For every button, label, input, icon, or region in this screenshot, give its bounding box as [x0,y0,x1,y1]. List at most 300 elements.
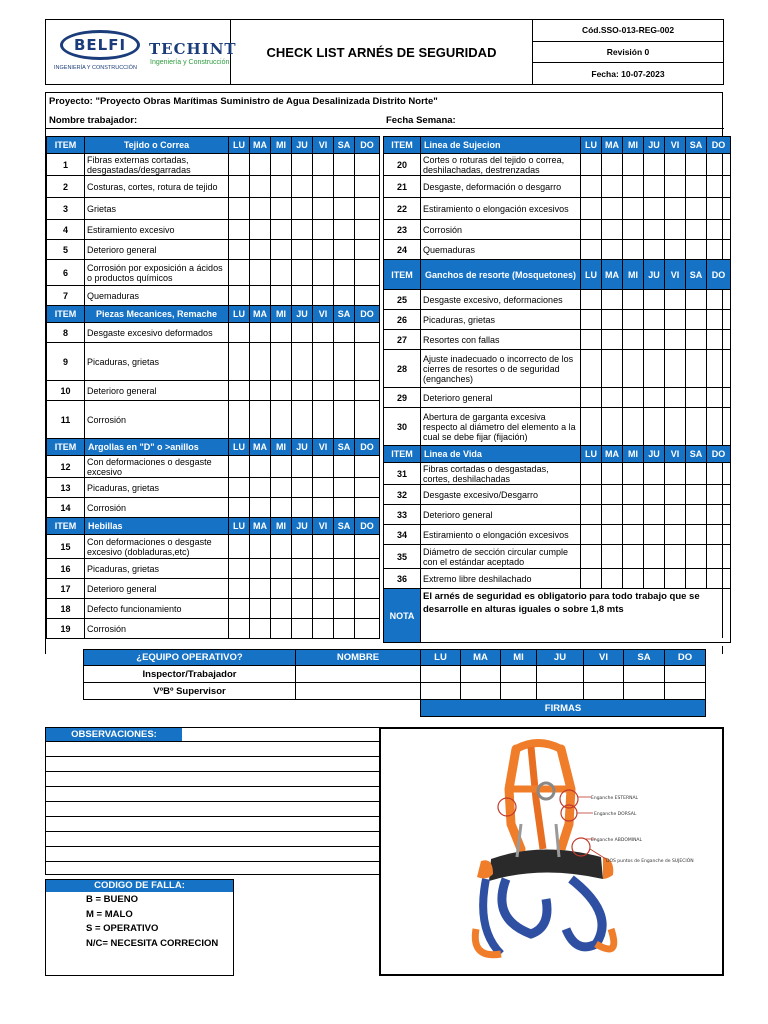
day-check-cell[interactable] [686,220,707,240]
day-check-cell[interactable] [623,198,644,220]
day-check-cell[interactable] [644,350,665,388]
day-check-cell[interactable] [686,240,707,260]
day-check-cell[interactable] [250,154,271,176]
day-check-cell[interactable] [292,559,313,579]
observaciones-area[interactable] [45,727,380,875]
day-check-cell[interactable] [292,154,313,176]
day-check-cell[interactable] [271,240,292,260]
day-check-cell[interactable] [313,176,334,198]
check-cell[interactable] [584,683,624,700]
day-check-cell[interactable] [707,545,731,569]
day-check-cell[interactable] [313,535,334,559]
day-check-cell[interactable] [313,260,334,286]
day-check-cell[interactable] [581,240,602,260]
day-check-cell[interactable] [313,323,334,343]
day-check-cell[interactable] [334,286,355,306]
day-check-cell[interactable] [623,220,644,240]
day-check-cell[interactable] [686,350,707,388]
day-check-cell[interactable] [707,220,731,240]
checklist-row [384,198,731,220]
day-check-cell[interactable] [665,330,686,350]
day-check-cell[interactable] [707,485,731,505]
day-check-cell[interactable] [644,569,665,589]
day-check-cell[interactable] [602,176,623,198]
day-header: DO [355,518,380,535]
day-check-cell[interactable] [686,154,707,176]
check-cell[interactable] [461,666,501,683]
day-check-cell[interactable] [355,498,380,518]
day-check-cell[interactable] [581,569,602,589]
day-check-cell[interactable] [602,220,623,240]
day-check-cell[interactable] [313,456,334,478]
day-check-cell[interactable] [665,154,686,176]
day-check-cell[interactable] [313,381,334,401]
day-check-cell[interactable] [686,525,707,545]
day-check-cell[interactable] [292,286,313,306]
day-check-cell[interactable] [707,198,731,220]
day-check-cell[interactable] [271,456,292,478]
day-check-cell[interactable] [271,478,292,498]
day-check-cell[interactable] [271,535,292,559]
day-check-cell[interactable] [292,260,313,286]
check-cell[interactable] [421,683,461,700]
item-number: 25 [384,290,421,310]
day-check-cell[interactable] [292,498,313,518]
day-check-cell[interactable] [707,350,731,388]
day-check-cell[interactable] [665,505,686,525]
day-check-cell[interactable] [250,401,271,439]
day-check-cell[interactable] [292,381,313,401]
day-check-cell[interactable] [686,176,707,198]
day-check-cell[interactable] [229,478,250,498]
day-check-cell[interactable] [313,401,334,439]
day-check-cell[interactable] [292,323,313,343]
day-check-cell[interactable] [229,579,250,599]
belfi-subtitle: INGENIERÍA Y CONSTRUCCIÓN [54,65,137,71]
day-check-cell[interactable] [250,323,271,343]
day-check-cell[interactable] [644,290,665,310]
day-check-cell[interactable] [250,220,271,240]
day-check-cell[interactable] [623,545,644,569]
day-check-cell[interactable] [665,310,686,330]
day-check-cell[interactable] [229,343,250,381]
item-number: 36 [384,569,421,589]
day-check-cell[interactable] [686,388,707,408]
day-check-cell[interactable] [581,310,602,330]
day-check-cell[interactable] [665,569,686,589]
check-cell[interactable] [501,666,537,683]
day-check-cell[interactable] [623,505,644,525]
day-check-cell[interactable] [229,176,250,198]
day-check-cell[interactable] [623,240,644,260]
day-check-cell[interactable] [686,463,707,485]
day-check-cell[interactable] [355,260,380,286]
day-check-cell[interactable] [334,619,355,639]
day-check-cell[interactable] [334,535,355,559]
day-check-cell[interactable] [334,579,355,599]
day-check-cell[interactable] [271,286,292,306]
day-check-cell[interactable] [686,290,707,310]
day-check-cell[interactable] [334,498,355,518]
day-check-cell[interactable] [292,343,313,381]
day-check-cell[interactable] [229,535,250,559]
day-check-cell[interactable] [229,323,250,343]
day-check-cell[interactable] [334,559,355,579]
day-check-cell[interactable] [623,176,644,198]
day-check-cell[interactable] [292,619,313,639]
day-check-cell[interactable] [250,619,271,639]
day-check-cell[interactable] [355,220,380,240]
day-check-cell[interactable] [602,198,623,220]
day-check-cell[interactable] [355,286,380,306]
day-check-cell[interactable] [581,485,602,505]
day-check-cell[interactable] [271,343,292,381]
day-check-cell[interactable] [355,323,380,343]
day-check-cell[interactable] [665,463,686,485]
day-check-cell[interactable] [355,343,380,381]
day-check-cell[interactable] [250,286,271,306]
check-cell[interactable] [501,683,537,700]
day-check-cell[interactable] [250,381,271,401]
day-check-cell[interactable] [707,330,731,350]
day-check-cell[interactable] [581,290,602,310]
day-check-cell[interactable] [250,559,271,579]
section-title: Linea de Sujecion [421,137,581,154]
check-cell[interactable] [421,666,461,683]
day-check-cell[interactable] [707,388,731,408]
day-check-cell[interactable] [271,599,292,619]
day-check-cell[interactable] [313,619,334,639]
day-check-cell[interactable] [602,569,623,589]
day-check-cell[interactable] [334,401,355,439]
day-check-cell[interactable] [665,176,686,198]
day-check-cell[interactable] [581,388,602,408]
checklist-row [47,478,380,498]
day-check-cell[interactable] [334,176,355,198]
day-check-cell[interactable] [623,310,644,330]
day-check-cell[interactable] [292,535,313,559]
day-check-cell[interactable] [581,176,602,198]
day-check-cell[interactable] [686,310,707,330]
day-check-cell[interactable] [581,545,602,569]
day-check-cell[interactable] [334,240,355,260]
day-check-cell[interactable] [292,599,313,619]
day-check-cell[interactable] [229,286,250,306]
day-check-cell[interactable] [581,220,602,240]
day-check-cell[interactable] [229,456,250,478]
day-check-cell[interactable] [623,463,644,485]
day-check-cell[interactable] [313,478,334,498]
day-check-cell[interactable] [581,408,602,446]
day-check-cell[interactable] [665,290,686,310]
day-check-cell[interactable] [355,176,380,198]
day-check-cell[interactable] [355,198,380,220]
day-check-cell[interactable] [581,154,602,176]
day-check-cell[interactable] [355,579,380,599]
item-description: Costuras, cortes, rotura de tejido [85,176,229,198]
check-cell[interactable] [624,666,665,683]
check-cell[interactable] [665,683,706,700]
day-check-cell[interactable] [355,240,380,260]
day-check-cell[interactable] [665,485,686,505]
day-check-cell[interactable] [271,260,292,286]
day-check-cell[interactable] [229,619,250,639]
day-check-cell[interactable] [602,310,623,330]
day-check-cell[interactable] [250,240,271,260]
day-check-cell[interactable] [602,330,623,350]
day-check-cell[interactable] [686,408,707,446]
day-check-cell[interactable] [665,240,686,260]
item-number: 24 [384,240,421,260]
day-check-cell[interactable] [623,408,644,446]
day-check-cell[interactable] [602,545,623,569]
day-check-cell[interactable] [292,401,313,439]
check-cell[interactable] [584,666,624,683]
checklist-row [47,535,380,559]
day-check-cell[interactable] [602,388,623,408]
day-check-cell[interactable] [271,498,292,518]
day-check-cell[interactable] [686,485,707,505]
day-check-cell[interactable] [334,198,355,220]
day-check-cell[interactable] [313,198,334,220]
day-check-cell[interactable] [355,535,380,559]
day-check-cell[interactable] [313,579,334,599]
day-check-cell[interactable] [602,154,623,176]
day-check-cell[interactable] [623,569,644,589]
day-check-cell[interactable] [313,498,334,518]
day-check-cell[interactable] [707,525,731,545]
day-check-cell[interactable] [355,559,380,579]
day-check-cell[interactable] [250,498,271,518]
techint-logo: TECHINT [149,40,237,58]
checklist-row [47,220,380,240]
day-check-cell[interactable] [707,408,731,446]
day-check-cell[interactable] [313,220,334,240]
day-check-cell[interactable] [355,456,380,478]
item-number: 3 [47,198,85,220]
day-check-cell[interactable] [271,579,292,599]
day-check-cell[interactable] [581,350,602,388]
day-check-cell[interactable] [250,478,271,498]
day-check-cell[interactable] [313,240,334,260]
document-meta [533,20,723,84]
day-check-cell[interactable] [707,240,731,260]
day-check-cell[interactable] [313,154,334,176]
day-check-cell[interactable] [644,408,665,446]
item-number: 28 [384,350,421,388]
day-check-cell[interactable] [623,388,644,408]
day-check-cell[interactable] [250,343,271,381]
day-check-cell[interactable] [271,401,292,439]
day-check-cell[interactable] [602,408,623,446]
checklist-row [384,290,731,310]
day-check-cell[interactable] [334,343,355,381]
day-check-cell[interactable] [602,463,623,485]
day-check-cell[interactable] [229,559,250,579]
day-check-cell[interactable] [623,485,644,505]
inspector-name-field[interactable] [296,666,421,683]
check-cell[interactable] [537,683,584,700]
day-check-cell[interactable] [581,330,602,350]
day-check-cell[interactable] [355,154,380,176]
day-check-cell[interactable] [292,579,313,599]
day-check-cell[interactable] [581,505,602,525]
day-check-cell[interactable] [686,505,707,525]
day-check-cell[interactable] [665,525,686,545]
day-check-cell[interactable] [665,408,686,446]
day-check-cell[interactable] [707,463,731,485]
day-header: JU [537,650,584,666]
day-check-cell[interactable] [644,154,665,176]
day-check-cell[interactable] [644,485,665,505]
day-check-cell[interactable] [707,505,731,525]
item-description: Corrosión [421,220,581,240]
day-check-cell[interactable] [229,198,250,220]
day-check-cell[interactable] [644,220,665,240]
day-check-cell[interactable] [271,619,292,639]
day-check-cell[interactable] [271,154,292,176]
day-check-cell[interactable] [644,505,665,525]
day-check-cell[interactable] [644,330,665,350]
day-header: VI [313,518,334,535]
day-check-cell[interactable] [334,154,355,176]
check-cell[interactable] [461,683,501,700]
day-header: SA [686,137,707,154]
day-check-cell[interactable] [229,240,250,260]
item-number: 31 [384,463,421,485]
day-check-cell[interactable] [686,569,707,589]
day-check-cell[interactable] [581,525,602,545]
day-check-cell[interactable] [665,350,686,388]
day-check-cell[interactable] [250,535,271,559]
day-check-cell[interactable] [602,240,623,260]
day-check-cell[interactable] [292,220,313,240]
day-check-cell[interactable] [271,323,292,343]
day-check-cell[interactable] [292,478,313,498]
day-check-cell[interactable] [229,381,250,401]
day-check-cell[interactable] [250,579,271,599]
day-check-cell[interactable] [355,381,380,401]
day-check-cell[interactable] [623,525,644,545]
day-check-cell[interactable] [355,401,380,439]
day-check-cell[interactable] [334,381,355,401]
day-check-cell[interactable] [665,545,686,569]
day-check-cell[interactable] [313,599,334,619]
day-check-cell[interactable] [229,401,250,439]
day-check-cell[interactable] [602,525,623,545]
day-check-cell[interactable] [250,198,271,220]
item-description: Resortes con fallas [421,330,581,350]
day-check-cell[interactable] [229,154,250,176]
day-check-cell[interactable] [602,290,623,310]
label-abdominal: Enganche ABDOMINAL [591,838,643,843]
day-check-cell[interactable] [250,599,271,619]
checklist-row [47,286,380,306]
day-check-cell[interactable] [665,198,686,220]
day-check-cell[interactable] [313,343,334,381]
day-check-cell[interactable] [623,154,644,176]
day-check-cell[interactable] [229,498,250,518]
day-check-cell[interactable] [644,388,665,408]
day-header: MA [250,306,271,323]
day-check-cell[interactable] [334,478,355,498]
day-check-cell[interactable] [271,220,292,240]
left-checklist-table [46,136,380,639]
day-check-cell[interactable] [355,478,380,498]
day-check-cell[interactable] [623,330,644,350]
day-check-cell[interactable] [644,176,665,198]
day-check-cell[interactable] [250,176,271,198]
day-check-cell[interactable] [334,456,355,478]
check-cell[interactable] [537,666,584,683]
day-check-cell[interactable] [271,176,292,198]
day-check-cell[interactable] [644,463,665,485]
check-cell[interactable] [665,666,706,683]
day-check-cell[interactable] [602,485,623,505]
day-check-cell[interactable] [334,220,355,240]
day-check-cell[interactable] [355,619,380,639]
day-check-cell[interactable] [292,176,313,198]
day-check-cell[interactable] [602,505,623,525]
day-header: MI [271,518,292,535]
day-check-cell[interactable] [623,350,644,388]
day-check-cell[interactable] [271,559,292,579]
supervisor-name-field[interactable] [296,683,421,700]
day-check-cell[interactable] [355,599,380,619]
day-check-cell[interactable] [707,310,731,330]
day-check-cell[interactable] [313,286,334,306]
day-check-cell[interactable] [707,569,731,589]
day-check-cell[interactable] [707,154,731,176]
day-check-cell[interactable] [334,260,355,286]
day-check-cell[interactable] [665,220,686,240]
codigo-item: N/C= NECESITA CORRECION [86,937,219,949]
day-check-cell[interactable] [229,599,250,619]
day-check-cell[interactable] [644,525,665,545]
day-check-cell[interactable] [229,260,250,286]
day-check-cell[interactable] [665,388,686,408]
day-check-cell[interactable] [292,198,313,220]
day-check-cell[interactable] [271,198,292,220]
day-check-cell[interactable] [292,240,313,260]
day-check-cell[interactable] [686,330,707,350]
day-check-cell[interactable] [623,290,644,310]
day-check-cell[interactable] [271,381,292,401]
day-check-cell[interactable] [334,599,355,619]
item-description: Deterioro general [85,381,229,401]
day-check-cell[interactable] [707,176,731,198]
day-check-cell[interactable] [686,545,707,569]
day-check-cell[interactable] [644,545,665,569]
day-check-cell[interactable] [644,240,665,260]
check-cell[interactable] [624,683,665,700]
day-check-cell[interactable] [581,463,602,485]
day-check-cell[interactable] [334,323,355,343]
day-check-cell[interactable] [292,456,313,478]
day-check-cell[interactable] [250,260,271,286]
day-check-cell[interactable] [644,198,665,220]
day-check-cell[interactable] [707,290,731,310]
day-check-cell[interactable] [644,310,665,330]
day-check-cell[interactable] [602,350,623,388]
checklist-row [384,220,731,240]
day-check-cell[interactable] [313,559,334,579]
item-header: ITEM [47,518,85,535]
day-check-cell[interactable] [686,198,707,220]
day-check-cell[interactable] [250,456,271,478]
day-check-cell[interactable] [581,198,602,220]
day-check-cell[interactable] [229,220,250,240]
